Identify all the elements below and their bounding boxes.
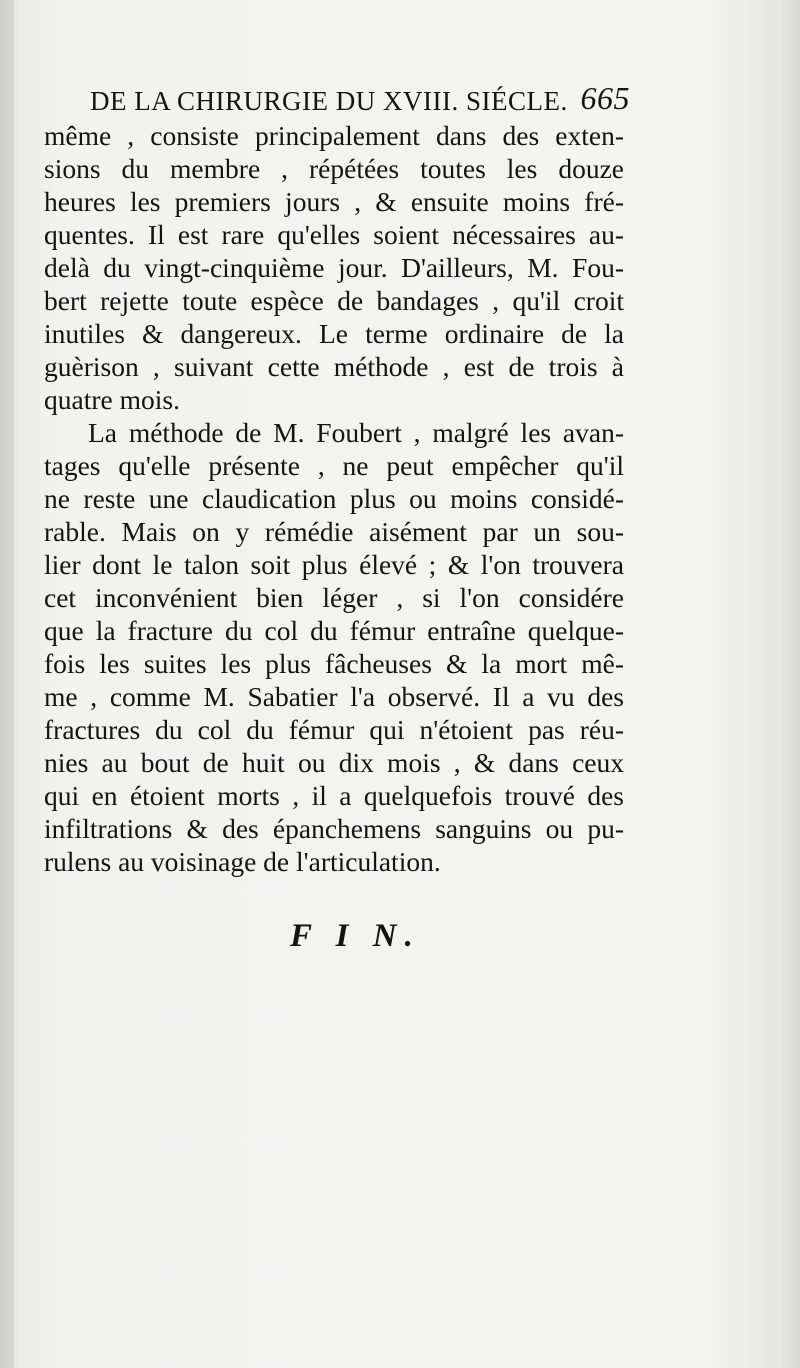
text-line: rable. Mais on y rémédie aisément par un sou- bbox=[44, 516, 624, 547]
text-line: même , consiste principalement dans des exten- bbox=[44, 120, 624, 151]
text-line: lier dont le talon soit plus élevé ; & l'on trouvera bbox=[44, 549, 624, 580]
page-gutter-shadow bbox=[0, 0, 14, 1368]
text-line: inutiles & dangereux. Le terme ordinaire de la bbox=[44, 318, 624, 349]
text-line: heures les premiers jours , & ensuite moins fré- bbox=[44, 186, 624, 217]
text-line: infiltrations & des épanchemens sanguins ou pu- bbox=[44, 813, 624, 844]
text-line: tages qu'elle présente , ne peut empêcher qu'il bbox=[44, 450, 624, 481]
text-line: bert rejette toute espèce de bandages , qu'il croit bbox=[44, 285, 624, 316]
paragraph-1 bbox=[44, 119, 624, 416]
text-line: rulens au voisinage de l'articulation. bbox=[44, 846, 441, 877]
text-line: cet inconvénient bien léger , si l'on considére bbox=[44, 582, 624, 613]
text-line: nies au bout de huit ou dix mois , & dans ceux bbox=[44, 747, 624, 778]
text-line: quentes. Il est rare qu'elles soient nécessaires au- bbox=[44, 219, 624, 250]
text-line: quatre mois. bbox=[44, 384, 180, 415]
text-line: que la fracture du col du fémur entraîne quelque- bbox=[44, 615, 624, 646]
running-head-title: DE LA CHIRURGIE DU XVIII. SIÉCLE. bbox=[90, 86, 568, 116]
paragraph-2 bbox=[44, 416, 624, 878]
text-line: fois les suites les plus fâcheuses & la mort mê- bbox=[44, 648, 624, 679]
text-line: La méthode de M. Foubert , malgré les avan- bbox=[88, 417, 624, 448]
text-line: ne reste une claudication plus ou moins considé- bbox=[44, 483, 624, 514]
page-number: 665 bbox=[580, 80, 630, 116]
running-head bbox=[90, 80, 630, 120]
body-text bbox=[44, 119, 624, 878]
text-line: delà du vingt-cinquième jour. D'ailleurs, M. Fou- bbox=[44, 252, 624, 283]
fin-mark: F I N. bbox=[290, 918, 421, 954]
text-line: guèrison , suivant cette méthode , est de trois à bbox=[44, 351, 624, 382]
text-line: me , comme M. Sabatier l'a observé. Il a vu des bbox=[44, 681, 624, 712]
text-line: fractures du col du fémur qui n'étoient pas réu- bbox=[44, 714, 624, 745]
text-line: qui en étoient morts , il a quelquefois trouvé des bbox=[44, 780, 624, 811]
text-line: sions du membre , répétées toutes les douze bbox=[44, 153, 624, 184]
